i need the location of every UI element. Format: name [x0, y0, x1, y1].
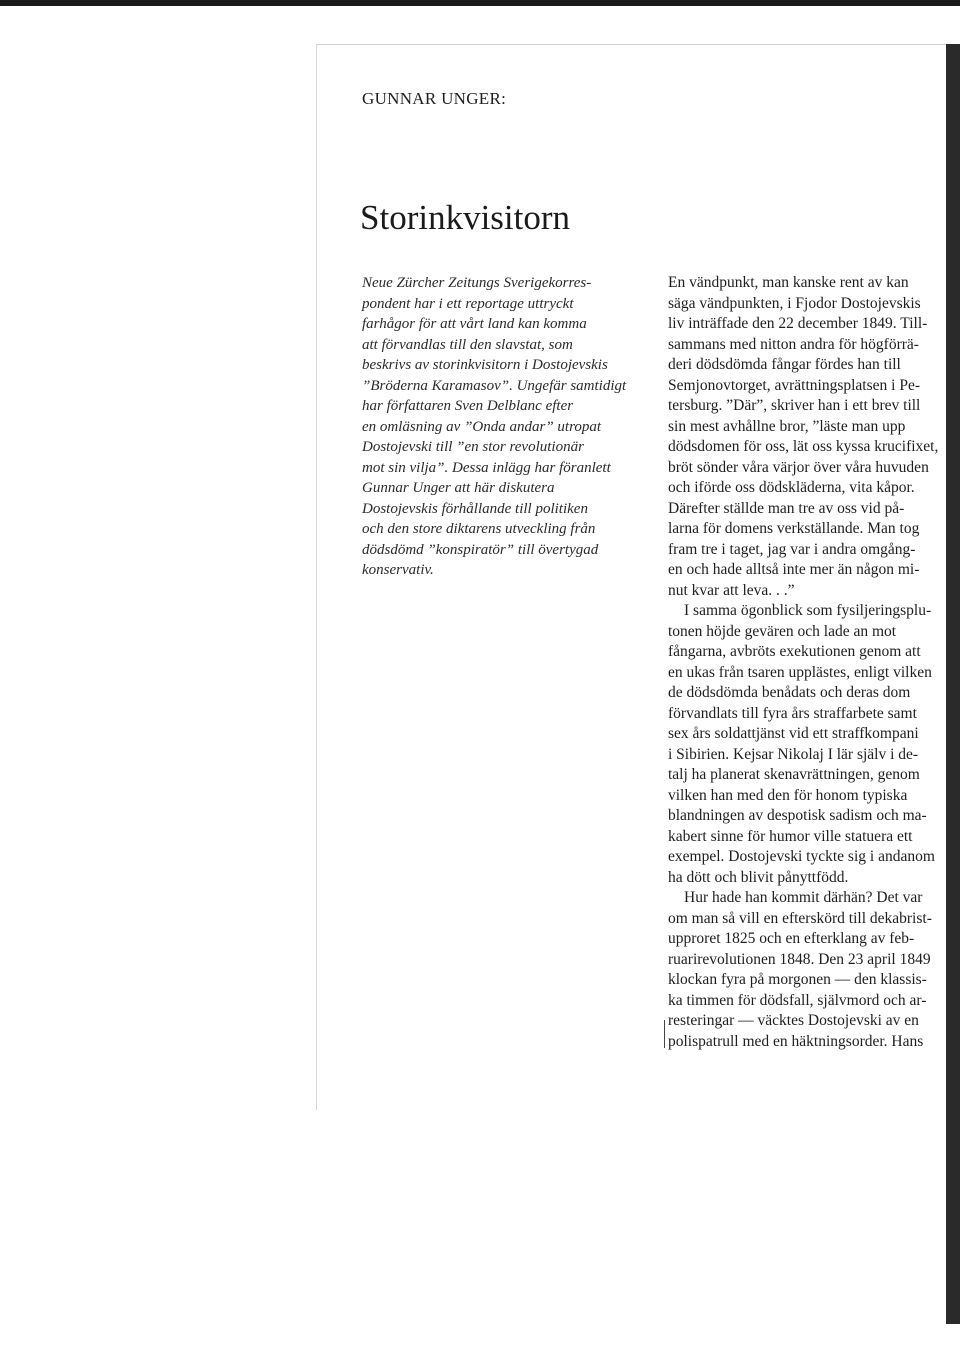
body-line: och iförde oss dödskläderna, vita kåpor. [668, 479, 915, 496]
body-line: Semjonovtorget, avrättningsplatsen i Pe- [668, 376, 920, 394]
intro-line: farhågor för att vårt land kan komma [362, 316, 587, 332]
intro-line: dödsdömd ”konspiratör” till övertygad [362, 541, 599, 558]
body-line: tersburg. ”Där”, skriver han i ett brev till [668, 397, 921, 414]
body-line: I samma ögonblick som fysiljeringsplu- [684, 602, 932, 619]
body-line: Därefter ställde man tre av oss vid på- [668, 499, 905, 517]
body-line: liv inträffade den 22 december 1849. Till- [668, 315, 928, 332]
body-line: en ukas från tsaren upplästes, enligt vilken [668, 663, 932, 681]
body-line: sammans med nitton andra för högförrä- [668, 335, 919, 353]
body-line: en och hade alltså inte mer än någon mi- [668, 561, 920, 578]
body-line: talj ha planerat skenavrättningen, genom [668, 766, 920, 783]
body-line: polispatrull med en häktningsorder. Hans [668, 1032, 924, 1050]
intro-line: Gunnar Unger att här diskutera [362, 480, 555, 496]
body-line: nut kvar att leva. . .” [668, 581, 795, 599]
intro-line: att förvandlas till den slavstat, som [362, 336, 573, 353]
body-line: upproret 1825 och en efterklang av feb- [668, 930, 915, 947]
body-line: ka timmen för dödsfall, självmord och ar- [668, 991, 927, 1009]
intro-line: har författaren Sven Delblanc efter [362, 398, 574, 414]
column-margin-mark [664, 1020, 665, 1048]
intro-line: en omläsning av ”Onda andar” utropat [362, 418, 602, 435]
body-line: ha dött och blivit pånyttfödd. [668, 868, 849, 886]
body-line: deri dödsdömda fångar fördes han till [668, 356, 901, 373]
body-line: dödsdomen för oss, lät oss kyssa krucifixet, [668, 438, 939, 455]
body-line: ruarirevolutionen 1848. Den 23 april 1849 [668, 950, 931, 968]
intro-line: beskrivs av storinkvisitorn i Dostojevskis [362, 357, 608, 373]
intro-line: konservativ. [362, 562, 434, 578]
article-body-column [668, 273, 950, 1052]
body-line: Hur hade han kommit därhän? Det var [684, 889, 923, 906]
body-line: de dödsdömda benådats och deras dom [668, 684, 911, 701]
body-line: larna för domens verkställande. Man tog [668, 520, 920, 537]
body-line: fångarna, avbröts exekutionen genom att [668, 643, 921, 660]
body-line: blandningen av despotisk sadism och ma- [668, 807, 927, 824]
intro-line: Dostojevskis förhållande till politiken [362, 500, 588, 517]
body-line: resteringar — väcktes Dostojevski av en [668, 1012, 919, 1029]
body-line: kabert sinne för humor ville statuera ett [668, 827, 913, 845]
article-author: GUNNAR UNGER: [362, 89, 507, 108]
body-line: klockan fyra på morgonen — den klassis- [668, 971, 927, 988]
intro-line: Neue Zürcher Zeitungs Sverigekorres- [362, 275, 592, 291]
intro-line: mot sin vilja”. Dessa inlägg har föranlett [362, 459, 611, 476]
body-line: fram tre i taget, jag var i andra omgång- [668, 540, 916, 558]
body-line: säga vändpunkten, i Fjodor Dostojevskis [668, 294, 921, 312]
body-line: förvandlats till fyra års straffarbete samt [668, 704, 917, 722]
scan-top-edge [0, 0, 960, 6]
body-line: vilken han med den för honom typiska [668, 786, 908, 804]
intro-line: Dostojevski till ”en stor revolutionär [362, 439, 584, 455]
body-line: i Sibirien. Kejsar Nikolaj I lär själv i de- [668, 745, 919, 763]
body-line: bröt sönder våra värjor över våra huvuden [668, 458, 929, 476]
body-line: sex års soldattjänst vid ett straffkompani [668, 725, 919, 742]
intro-line: pondent har i ett reportage uttryckt [362, 295, 574, 312]
body-line: sin mest avhållne bror, ”läste man upp [668, 417, 906, 435]
article-title: Storinkvisitorn [360, 198, 571, 237]
body-line: En vändpunkt, man kanske rent av kan [668, 274, 909, 291]
intro-line: ”Bröderna Karamasov”. Ungefär samtidigt [362, 377, 627, 394]
article-intro [362, 273, 662, 581]
body-line: exempel. Dostojevski tyckte sig i andanom [668, 848, 935, 865]
intro-line: och den store diktarens utveckling från [362, 521, 596, 537]
body-line: om man så vill en efterskörd till dekabrist- [668, 909, 932, 927]
body-line: tonen höjde gevären och lade an mot [668, 622, 897, 640]
